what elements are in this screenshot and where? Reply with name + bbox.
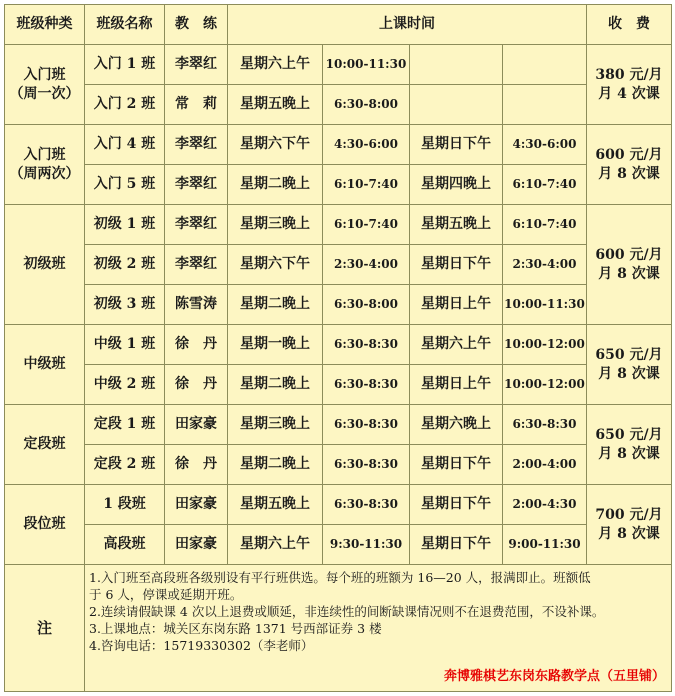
class-category — [5, 205, 85, 325]
class-name: 初级 1 班 — [85, 205, 165, 245]
coach-name: 李翠红 — [165, 45, 228, 85]
class-fee — [587, 405, 672, 485]
session-day: 星期二晚上 — [228, 445, 323, 485]
class-fee — [587, 325, 672, 405]
header-schedule: 上课时间 — [228, 5, 587, 45]
session-day: 星期五晚上 — [410, 205, 503, 245]
class-name: 定段 1 班 — [85, 405, 165, 445]
session-day: 星期日下午 — [410, 245, 503, 285]
table-row — [5, 245, 672, 285]
class-fee — [587, 485, 672, 565]
class-category — [5, 405, 85, 485]
session-day: 星期五晚上 — [228, 485, 323, 525]
session-time: 6:30-8:30 — [323, 365, 410, 405]
session-time — [503, 45, 587, 85]
session-day: 星期三晚上 — [228, 405, 323, 445]
coach-name: 常 莉 — [165, 85, 228, 125]
class-category-line: 段位班 — [23, 516, 66, 532]
class-schedule-table — [4, 4, 672, 692]
class-fee-line: 月 8 次课 — [598, 525, 660, 542]
session-time: 6:30-8:00 — [323, 285, 410, 325]
coach-name: 李翠红 — [165, 165, 228, 205]
class-category — [5, 325, 85, 405]
notes-label: 注 — [5, 565, 85, 692]
session-day — [410, 85, 503, 125]
class-name: 入门 2 班 — [85, 85, 165, 125]
session-time: 6:30-8:00 — [323, 85, 410, 125]
session-time: 9:30-11:30 — [323, 525, 410, 565]
session-time: 6:30-8:30 — [503, 405, 587, 445]
class-fee — [587, 125, 672, 205]
session-time: 6:10-7:40 — [503, 205, 587, 245]
session-time: 10:00-11:30 — [503, 285, 587, 325]
session-day: 星期六上午 — [410, 325, 503, 365]
class-name: 高段班 — [85, 525, 165, 565]
session-day: 星期五晚上 — [228, 85, 323, 125]
session-time: 2:30-4:00 — [503, 245, 587, 285]
session-day: 星期二晚上 — [228, 165, 323, 205]
coach-name: 田家豪 — [165, 485, 228, 525]
class-name: 入门 1 班 — [85, 45, 165, 85]
class-name: 1 段班 — [85, 485, 165, 525]
session-time: 4:30-6:00 — [503, 125, 587, 165]
notes-text — [85, 565, 672, 692]
header-category: 班级种类 — [5, 5, 85, 45]
class-name: 入门 4 班 — [85, 125, 165, 165]
coach-name: 陈雪涛 — [165, 285, 228, 325]
table-row — [5, 485, 672, 525]
class-fee-line: 600 元/月 — [595, 146, 663, 163]
class-category-line: 定段班 — [23, 436, 66, 452]
class-category-line: （周一次） — [9, 85, 80, 102]
session-day: 星期六上午 — [228, 45, 323, 85]
class-fee-line: 380 元/月 — [595, 66, 663, 83]
coach-name: 徐 丹 — [165, 445, 228, 485]
session-day: 星期一晚上 — [228, 325, 323, 365]
class-fee-line: 月 4 次课 — [598, 85, 660, 102]
session-time: 6:30-8:30 — [323, 405, 410, 445]
class-category-line: 初级班 — [23, 256, 66, 272]
class-category-line: 中级班 — [23, 356, 66, 372]
class-category-line: 入门班 — [23, 66, 66, 83]
header-coach: 教 练 — [165, 5, 228, 45]
class-name: 中级 1 班 — [85, 325, 165, 365]
class-fee-line: 650 元/月 — [595, 346, 663, 363]
school-signature: 奔博雅棋艺东岗东路教学点（五里铺） — [443, 669, 665, 684]
session-day: 星期日下午 — [410, 445, 503, 485]
session-day: 星期二晚上 — [228, 285, 323, 325]
session-time: 6:30-8:30 — [323, 325, 410, 365]
class-fee — [587, 45, 672, 125]
session-time: 6:30-8:30 — [323, 445, 410, 485]
class-fee-line: 月 8 次课 — [598, 165, 660, 182]
class-fee-line: 600 元/月 — [595, 246, 663, 263]
class-category — [5, 45, 85, 125]
class-name: 中级 2 班 — [85, 365, 165, 405]
class-fee-line: 650 元/月 — [595, 426, 663, 443]
session-day: 星期三晚上 — [228, 205, 323, 245]
class-fee-line: 700 元/月 — [595, 506, 663, 523]
note-line: 4.咨询电话：15719330302（李老师） — [89, 638, 314, 653]
table-row — [5, 45, 672, 85]
coach-name: 李翠红 — [165, 125, 228, 165]
table-row — [5, 365, 672, 405]
note-line: 3.上课地点：城关区东岗东路 1371 号西部证券 3 楼 — [89, 621, 382, 636]
schedule-sheet — [4, 4, 671, 692]
session-day: 星期日下午 — [410, 125, 503, 165]
session-time: 6:10-7:40 — [323, 205, 410, 245]
session-time: 10:00-12:00 — [503, 325, 587, 365]
class-name: 定段 2 班 — [85, 445, 165, 485]
coach-name: 徐 丹 — [165, 325, 228, 365]
coach-name: 李翠红 — [165, 205, 228, 245]
table-row — [5, 405, 672, 445]
table-row — [5, 525, 672, 565]
coach-name: 徐 丹 — [165, 365, 228, 405]
session-day: 星期六晚上 — [410, 405, 503, 445]
class-category-line: 入门班 — [23, 146, 66, 163]
note-line: 于 6 人，停课或延期开班。 — [89, 587, 243, 602]
class-name: 入门 5 班 — [85, 165, 165, 205]
session-time: 2:30-4:00 — [323, 245, 410, 285]
session-day: 星期二晚上 — [228, 365, 323, 405]
class-name: 初级 3 班 — [85, 285, 165, 325]
session-day: 星期六下午 — [228, 245, 323, 285]
class-category — [5, 485, 85, 565]
session-time: 2:00-4:00 — [503, 445, 587, 485]
session-day: 星期六下午 — [228, 125, 323, 165]
class-fee-line: 月 8 次课 — [598, 365, 660, 382]
session-time: 2:00-4:30 — [503, 485, 587, 525]
header-fee: 收 费 — [587, 5, 672, 45]
session-day: 星期日下午 — [410, 525, 503, 565]
session-day — [410, 45, 503, 85]
table-row — [5, 285, 672, 325]
session-time: 6:10-7:40 — [323, 165, 410, 205]
class-category — [5, 125, 85, 205]
session-time: 10:00-11:30 — [323, 45, 410, 85]
notes-row — [5, 565, 672, 692]
session-day: 星期日下午 — [410, 485, 503, 525]
session-time: 6:30-8:30 — [323, 485, 410, 525]
table-row — [5, 205, 672, 245]
coach-name: 田家豪 — [165, 405, 228, 445]
session-time: 6:10-7:40 — [503, 165, 587, 205]
table-row — [5, 445, 672, 485]
session-time — [503, 85, 587, 125]
session-day: 星期日上午 — [410, 365, 503, 405]
session-time: 10:00-12:00 — [503, 365, 587, 405]
coach-name: 田家豪 — [165, 525, 228, 565]
table-row — [5, 85, 672, 125]
session-day: 星期四晚上 — [410, 165, 503, 205]
class-fee-line: 月 8 次课 — [598, 445, 660, 462]
session-day: 星期日上午 — [410, 285, 503, 325]
note-line: 1.入门班至高段班各级别设有平行班供选。每个班的班额为 16—20 人，报满即止。班额低 — [89, 570, 591, 585]
session-day: 星期六上午 — [228, 525, 323, 565]
session-time: 9:00-11:30 — [503, 525, 587, 565]
table-row — [5, 125, 672, 165]
session-time: 4:30-6:00 — [323, 125, 410, 165]
table-row — [5, 165, 672, 205]
class-fee-line: 月 8 次课 — [598, 265, 660, 282]
header-row — [5, 5, 672, 45]
note-line: 2.连续请假缺课 4 次以上退费或顺延，非连续性的间断缺课情况则不在退费范围，不设补课。 — [89, 604, 605, 619]
class-fee — [587, 205, 672, 325]
coach-name: 李翠红 — [165, 245, 228, 285]
table-row — [5, 325, 672, 365]
header-class-name: 班级名称 — [85, 5, 165, 45]
class-name: 初级 2 班 — [85, 245, 165, 285]
class-category-line: （周两次） — [9, 165, 80, 182]
